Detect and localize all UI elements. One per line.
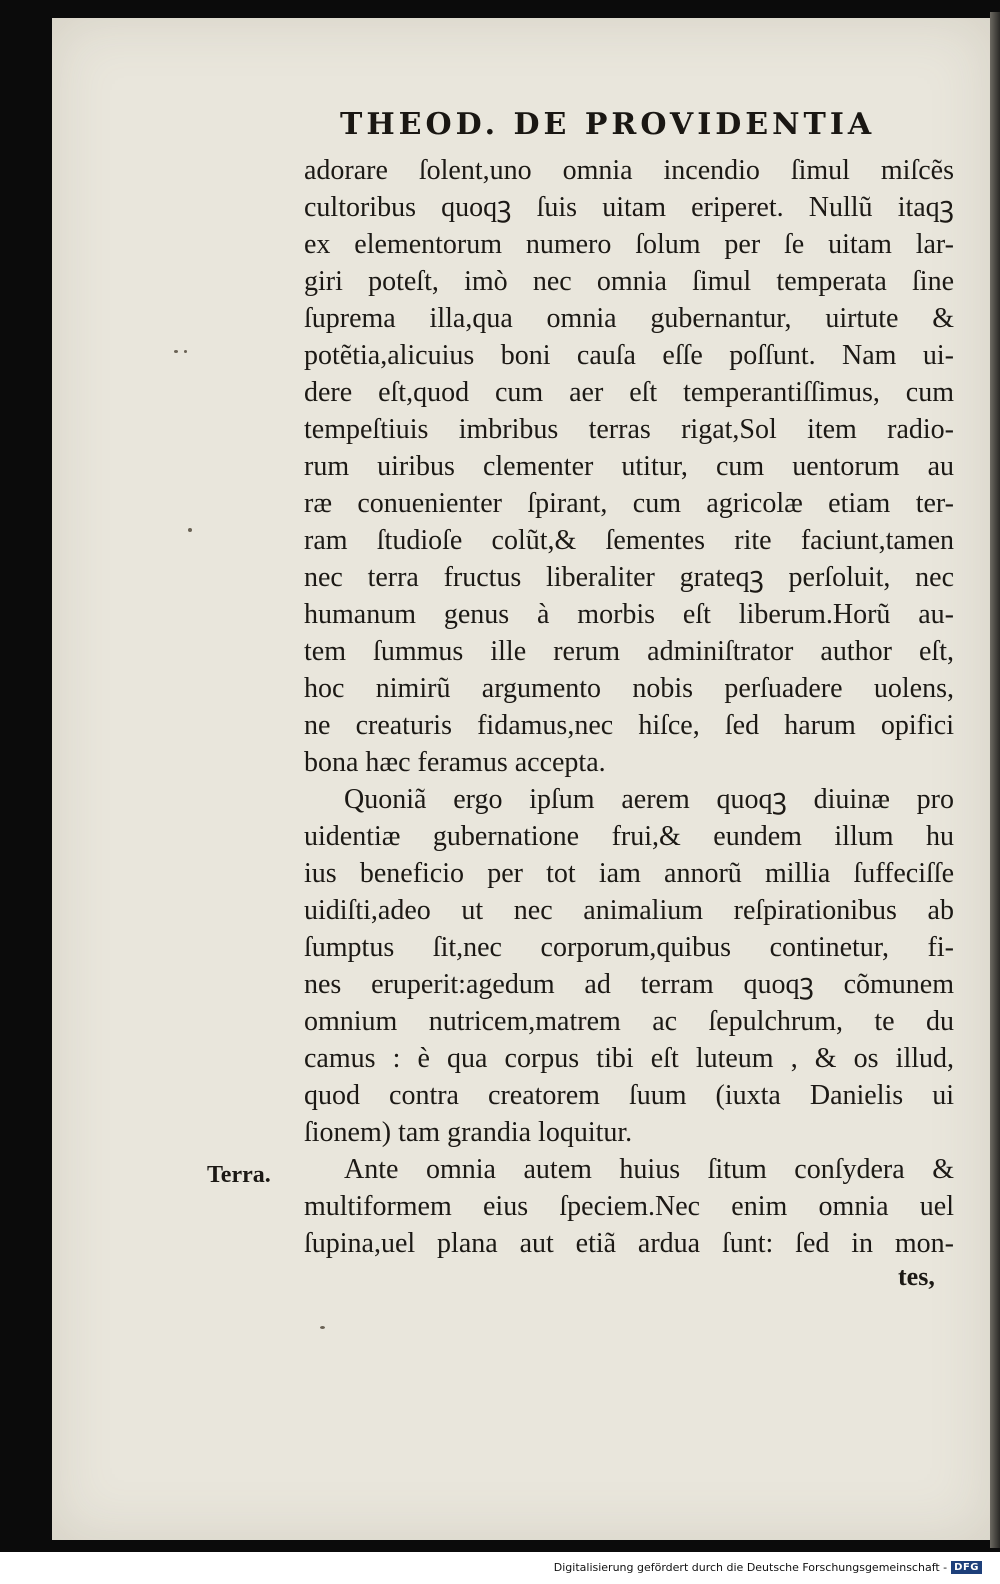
text-line: ræ conuenienter ſpirant, cum agricolæ etiam ter- [304,488,954,519]
text-line: humanum genus à morbis eſt liberum.Horũ au- [304,599,954,630]
page-edge-shadow [990,12,1000,1548]
ink-speck [188,528,192,532]
text-line: ſupina,uel plana aut etiã ardua ſunt: ſed in mon- [304,1228,954,1259]
text-line: ſuprema illa,qua omnia gubernantur, uirtute & [304,303,954,334]
text-line: giri poteſt, imò nec omnia ſimul temperata ſine [304,266,954,297]
text-line: tempeſtiuis imbribus terras rigat,Sol item radio- [304,414,954,445]
text-line: omnium nutricem,matrem ac ſepulchrum, te du [304,1006,954,1037]
credit-text: Digitalisierung gefördert durch die Deutsche Forschungsgemeinschaft - [553,1560,948,1574]
text-line: adorare ſolent,uno omnia incendio ſimul miſcẽs [304,155,954,186]
text-line: uidiſti,adeo ut nec animalium reſpirationibus ab [304,895,954,926]
catchword: tes, [898,1262,935,1291]
text-line: dere eſt,quod cum aer eſt temperantiſſimus, cum [304,377,954,408]
margin-note: Terra. [207,1162,271,1188]
text-line: multiformem eius ſpeciem.Nec enim omnia uel [304,1191,954,1222]
paragraph-end-line: ſionem) tam grandia loquitur. [304,1117,633,1148]
paragraph-start-line: Quoniã ergo ipſum aerem quoqꝫ diuinæ pro [344,784,954,815]
text-line: hoc nimirũ argumento nobis perſuadere uolens, [304,673,954,704]
text-line: cultoribus quoqꝫ ſuis uitam eriperet. Nullũ itaqꝫ [304,192,954,223]
text-line: ſumptus ſit,nec corporum,quibus continetur, fi- [304,932,954,963]
running-head: THEOD. DE PROVIDENTIA [340,107,876,142]
text-line: potẽtia,alicuius boni cauſa eſſe poſſunt. Nam ui- [304,340,954,371]
ink-speck [184,350,187,353]
text-line: ne creaturis fidamus,nec hiſce, ſed harum opifici [304,710,954,741]
paragraph-start-line: Ante omnia autem huius ſitum conſydera & [344,1154,954,1185]
text-line: nes eruperit:agedum ad terram quoqꝫ cõmunem [304,969,954,1000]
digitization-credit [554,1556,982,1578]
body-text [304,152,954,1262]
ink-speck [174,350,178,353]
text-line: quod contra creatorem ſuum (iuxta Danielis ui [304,1080,954,1111]
text-line: rum uiribus clementer utitur, cum uentorum au [304,451,954,482]
ink-speck [320,1326,325,1329]
text-line: ius beneficio per tot iam annorũ millia ſuffeciſſe [304,858,954,889]
text-line: ram ſtudioſe colũt,& ſementes rite faciunt,tamen [304,525,954,556]
text-line: ex elementorum numero ſolum per ſe uitam lar- [304,229,954,260]
text-line: uidentiæ gubernatione frui,& eundem illum hu [304,821,954,852]
text-line: tem ſummus ille rerum adminiſtrator author eſt, [304,636,954,667]
text-line: nec terra fructus liberaliter grateqꝫ perſoluit, nec [304,562,954,593]
text-line: camus : è qua corpus tibi eſt luteum , & os illud, [304,1043,954,1074]
dfg-logo: DFG [951,1561,982,1574]
paragraph-end-line: bona hæc feramus accepta. [304,747,606,778]
